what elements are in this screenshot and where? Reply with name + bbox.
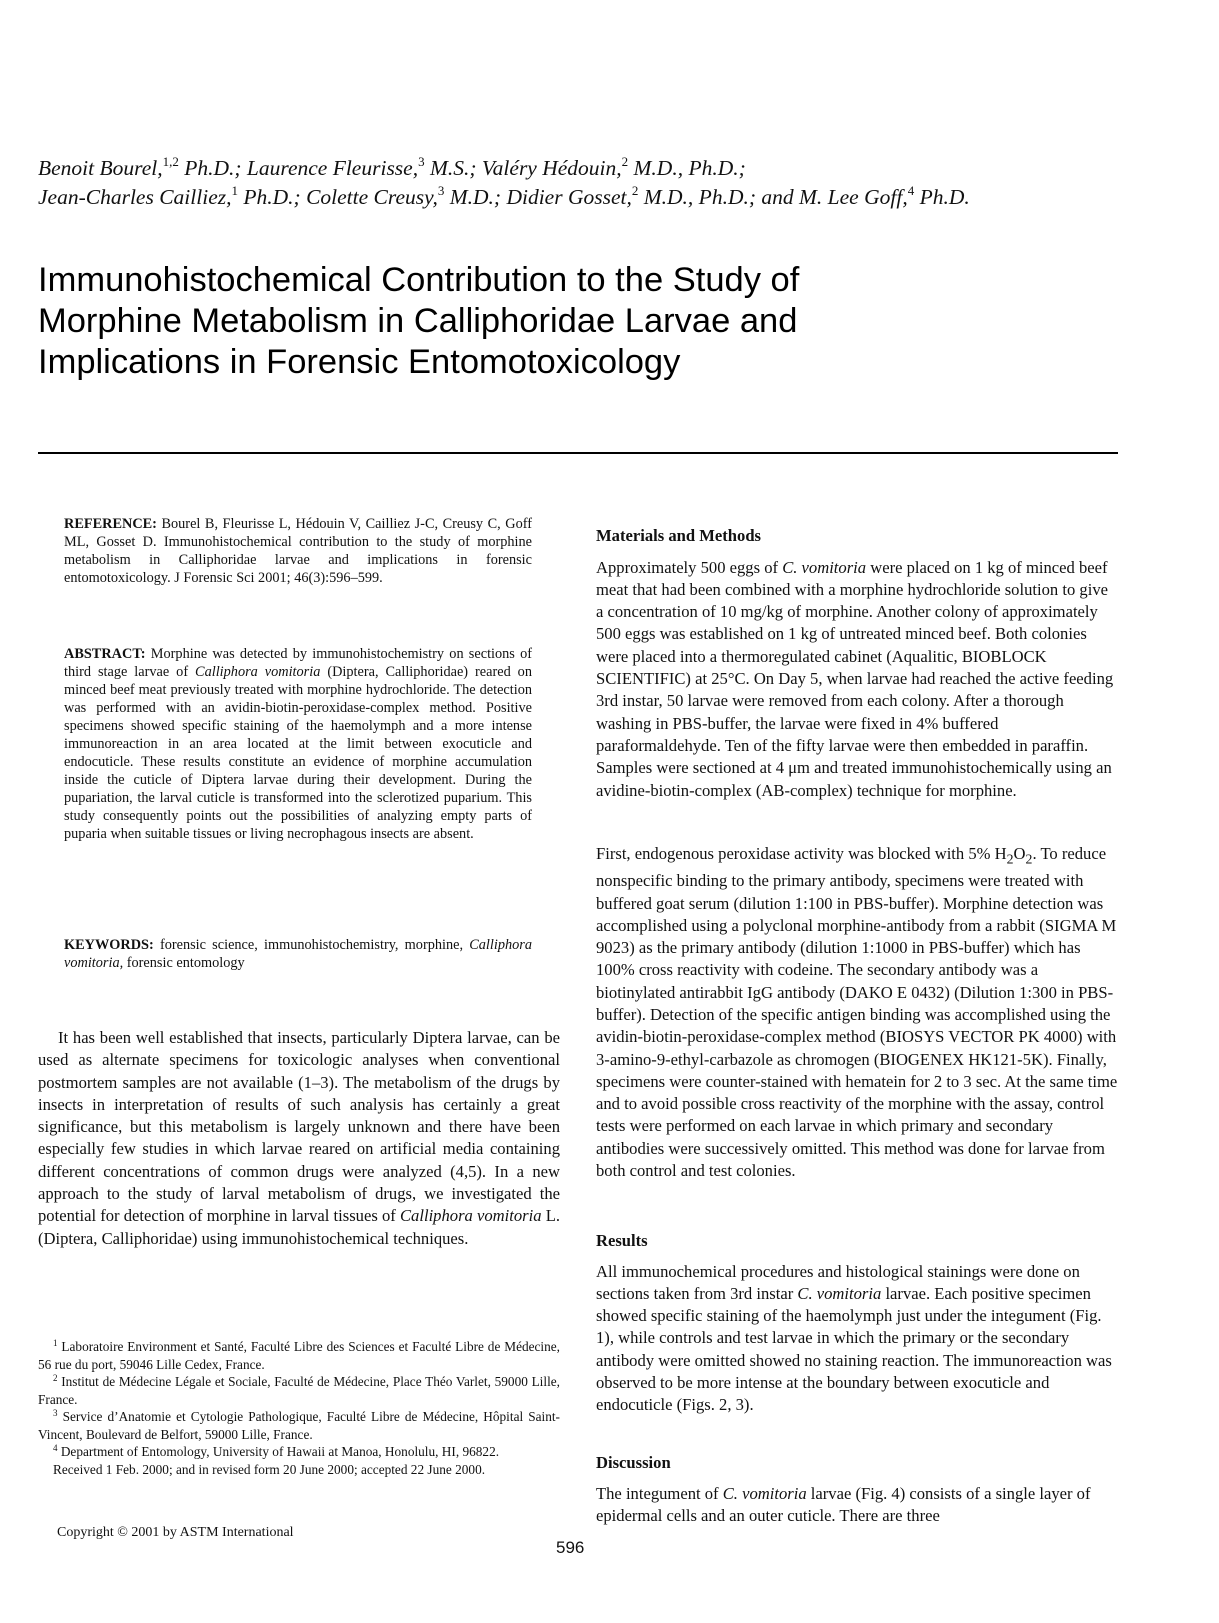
reference-label: REFERENCE: [64,516,157,532]
affiliation-marker: 2 [621,154,629,169]
body-text: All immunochemical procedures and histological stainings were done on sections taken from 3rd instar [596,1261,1080,1303]
keywords-text: forensic science, immunohistochemistry, morphine, [159,937,470,953]
body-text: Approximately 500 eggs of [596,557,783,577]
species-name: Calliphora vomitoria [399,1206,542,1226]
title-line: Implications in Forensic Entomotoxicology [38,343,681,381]
footnote-marker: 4 [53,1443,58,1453]
paper-title [38,260,1038,383]
title-line: Morphine Metabolism in Calliphoridae Larvae and [38,302,798,340]
author-name: M. Lee Goff, [799,185,908,209]
footnotes [38,1338,560,1478]
body-text: The integument of [596,1483,723,1503]
footnote-text: Service d’Anatomie et Cytologie Pathologique, Faculté Libre de Médecine, Hôpital Saint-Vincent, Boulevard de Belfort, 59000 Lille, France. [38,1409,560,1442]
affiliation-marker: 4 [907,183,915,198]
reference-text: Bourel B, Fleurisse L, Hédouin V, Cailliez J-C, Creusy C, Goff ML, Gosset D. Immunohistochemical contribution to the study of morphine metabolism in Calliphoridae larvae and implications in forensic entomotoxicology. J Forensic Sci 2001; 46(3):596–599. [64,516,532,586]
abstract-block [64,645,532,843]
affiliation-marker: 1 [231,183,238,198]
species-name: C. vomitoria [797,1283,882,1303]
species-name: Calliphora vomitoria [195,664,321,680]
author-degree: M.D., Ph.D.; and [638,185,800,209]
author-list [38,154,1158,212]
footnote-marker: 2 [53,1373,58,1383]
author-name: Didier Gosset, [506,185,632,209]
author-degree: Ph.D. [914,185,970,209]
footnote-marker: 1 [53,1338,58,1348]
body-text: were placed on 1 kg of minced beef meat that had been combined with a morphine hydrochloride solution to give a concentration of 10 mg/kg of morphine. Another colony of approximately 500 eggs was established on 1 kg of untreated minced beef. Both colonies were placed into a thermoregulated cabinet (Aqualitic, BIOBLOCK SCIENTIFIC) at 25°C. On Day 5, when larvae had reached the active feeding 3rd instar, 50 larvae were removed from each colony. After a thorough washing in PBS-buffer, the larvae were fixed in 4% buffered paraformaldehyde. Ten of the fifty larvae were then embedded in paraffin. Samples were sectioned at 4 μm and treated immunohistochemically using an avidine-biotin-complex (AB-complex) technique for morphine. [596,557,1114,800]
intro-paragraph [38,1027,560,1250]
title-line: Immunohistochemical Contribution to the Study of [38,261,800,299]
footnote [38,1338,560,1373]
intro-text: L. (Diptera, Calliphoridae) using immunohistochemical techniques. [38,1206,560,1248]
body-text: . To reduce nonspecific binding to the primary antibody, specimens were treated with buffered goat serum (dilution 1:100 in PBS-buffer). Morphine detection was accomplished using a polyclonal morphine-antibody from a rabbit (SIGMA M 9023) as the primary antibody (dilution 1:1000 in PBS-buffer) which has 100% cross reactivity with codeine. The secondary antibody was a biotinylated antirabbit IgG antibody (DAKO E 0432) (Dilution 1:300 in PBS-buffer). Detection of the specific antigen binding was accomplished using the avidin-biotin-peroxidase-complex method (BIOSYS VECTOR PK 4000) with 3-amino-9-ethyl-carbazole as chromogen (BIOGENEX HK121-5K). Finally, specimens were counter-stained with hematein for 2 to 3 sec. At the same time and to avoid possible cross reactivity of the morphine with the assay, control tests were performed on each larvae in which primary and secondary antibodies were successively omitted. This method was done for larvae from both control and test colonies. [596,843,1118,1181]
materials-paragraph [596,557,1118,802]
author-name: Valéry Hédouin, [481,156,622,180]
reference-block [64,515,532,587]
footnote-text: Institut de Médecine Légale et Sociale, Faculté de Médecine, Place Théo Varlet, 59000 Lille, France. [38,1374,560,1407]
author-degree: Ph.D.; [178,156,247,180]
materials-heading: Materials and Methods [596,525,762,545]
author-name: Colette Creusy, [306,185,438,209]
footnote-text: Department of Entomology, University of Hawaii at Manoa, Honolulu, HI, 96822. [57,1444,500,1459]
footnote-text: Laboratoire Environment et Santé, Faculté Libre des Sciences et Faculté Libre de Médecine, 56 rue du port, 59046 Lille Cedex, France. [38,1339,560,1372]
affiliation-marker: 1,2 [162,154,179,169]
body-text: larvae. Each positive specimen showed specific staining of the haemolymph just under the integument (Fig. 1), while controls and test larvae in which the primary or the secondary antibody were omitted showed no staining reaction. The immunoreaction was observed to be more intense at the boundary between exocuticle and endocuticle (Figs. 2, 3). [596,1283,1112,1415]
discussion-paragraph [596,1483,1118,1528]
author-degree: M.D., Ph.D.; [628,156,746,180]
subscript: 2 [1006,850,1014,866]
abstract-label: ABSTRACT: [64,646,146,662]
abstract-text: Morphine was detected by immunohistochemistry on sections of third stage larvae of [64,646,533,680]
affiliation-marker: 3 [437,183,445,198]
affiliation-marker: 2 [631,183,639,198]
results-heading: Results [596,1230,648,1250]
species-name: C. vomitoria [782,557,867,577]
author-degree: M.S.; [424,156,482,180]
species-name: C. vomitoria [722,1483,807,1503]
keywords-label: KEYWORDS: [64,937,154,953]
footnote [38,1408,560,1443]
author-name: Laurence Fleurisse, [246,156,419,180]
author-degree: Ph.D.; [237,185,307,209]
page-number: 596 [556,1538,585,1557]
intro-text: It has been well established that insects, particularly Diptera larvae, can be used as alternate specimens for toxicologic analyses when conventional postmortem samples are not available (1–3). The metabolism of the drugs by insects in interpretation of results of such analysis has certainly a great significance, but this metabolism is largely unknown and there have been especially few studies in which larvae reared on artificial media containing different concentrations of common drugs were analyzed (4,5). In a new approach to the study of larval metabolism of drugs, we investigated the potential for detection of morphine in larval tissues of [38,1028,560,1226]
subscript: 2 [1025,850,1033,866]
footnote-marker: 3 [53,1408,58,1418]
body-text: larvae (Fig. 4) consists of a single layer of epidermal cells and an outer cuticle. There are three [596,1483,1091,1525]
abstract-text: (Diptera, Calliphoridae) reared on minced beef meat previously treated with morphine hydrochloride. The detection was performed with an avidin-biotin-peroxidase-complex method. Positive specimens showed specific staining of the haemolymph and a more intense immunoreaction in an area located at the limit between exocuticle and endocuticle. These results constitute an evidence of morphine accumulation inside the cuticle of Diptera larvae during their development. During the pupariation, the larval cuticle is transformed into the sclerotized puparium. This study consequently points out the possibilities of analyzing empty parts of puparia when suitable tissues or living necrophagous insects are absent. [64,664,532,842]
keywords-text: forensic entomology [123,955,245,971]
received-dates: Received 1 Feb. 2000; and in revised form 20 June 2000; accepted 22 June 2000. [53,1461,486,1477]
author-degree: M.D.; [444,185,507,209]
author-name: Jean-Charles Cailliez, [38,185,232,209]
affiliation-marker: 3 [418,154,425,169]
materials-paragraph [596,843,1118,1183]
body-text: O [1013,843,1026,863]
keywords-block [64,936,532,972]
author-name: Benoit Bourel, [38,156,163,180]
results-paragraph [596,1261,1118,1417]
copyright-notice: Copyright © 2001 by ASTM International [57,1525,294,1540]
species-name: Calliphora vomitoria, [64,937,532,971]
title-divider [38,452,1118,454]
footnote [38,1443,560,1461]
discussion-heading: Discussion [596,1452,671,1472]
body-text: First, endogenous peroxidase activity was blocked with 5% H [596,843,1007,863]
footnote [38,1373,560,1408]
